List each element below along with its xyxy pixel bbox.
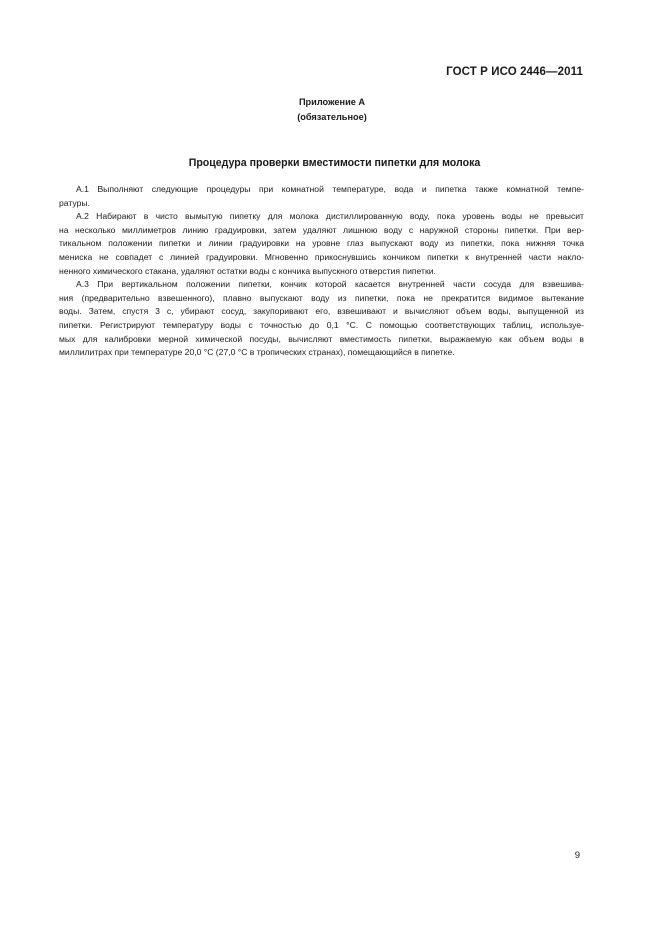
standard-code: ГОСТ Р ИСО 2446—2011 xyxy=(446,66,583,78)
text-line: воды. Затем, спустя 3 с, убирают сосуд, закупоривают его, взвешивают и вычисляют объем воды, выпущенной из xyxy=(59,306,584,317)
appendix-heading xyxy=(0,95,661,125)
appendix-title: Приложение А xyxy=(298,97,366,107)
text-line: А.2 Набирают в чисто вымытую пипетку для молока дистиллированную воду, пока уровень воды не превысит xyxy=(76,211,584,222)
text-line: тикальном положении пипетки и линии градуировки на уровне глаз выпускают воду из пипетки, пока нижняя точка xyxy=(59,238,584,249)
text-line: мениска не совпадет с линией градуировки. Мгновенно прикоснувшись кончиком пипетки к внутренней части накло- xyxy=(59,251,584,262)
page-number: 9 xyxy=(574,850,580,861)
text-line: ненного химического стакана, удаляют остатки воды с кончика выпускного отверстия пипетки. xyxy=(59,265,436,276)
paragraph-a2 xyxy=(59,210,584,278)
text-line: пипетки. Регистрируют температуру воды с точностью до 0,1 °С. С помощью соответствующих таблиц, используе- xyxy=(59,319,584,330)
text-line: миллилитрах при температуре 20,0 °С (27,0 °С в тропических странах), помещающийся в пипетке. xyxy=(59,347,455,358)
text-line: А.1 Выполняют следующие процедуры при комнатной температуре, вода и пипетка также комнатной темпе- xyxy=(76,184,584,194)
paragraph-a3 xyxy=(59,278,584,360)
section-title: Процедура проверки вместимости пипетки для молока xyxy=(188,157,481,169)
paragraph-a1 xyxy=(59,183,584,210)
text-line: ния (предварительно взвешенного), плавно выпускают воду из пипетки, пока не прекратится видимое вытекание xyxy=(59,292,584,303)
text-line: мых для калибровки мерной химической посуды, вычисляют вместимость пипетки, выражаемую как объем воды в xyxy=(59,333,584,344)
text-line: на несколько миллиметров линию градуировки, затем удаляют лишнюю воду с наружной стороны пипетки. При вер- xyxy=(59,224,584,235)
text-line: А.3 При вертикальном положении пипетки, кончик которой касается внутренней части сосуда для взвешива- xyxy=(76,279,584,290)
body-text xyxy=(59,183,584,360)
appendix-status: (обязательное) xyxy=(297,112,367,122)
text-line: ратуры. xyxy=(59,197,90,208)
